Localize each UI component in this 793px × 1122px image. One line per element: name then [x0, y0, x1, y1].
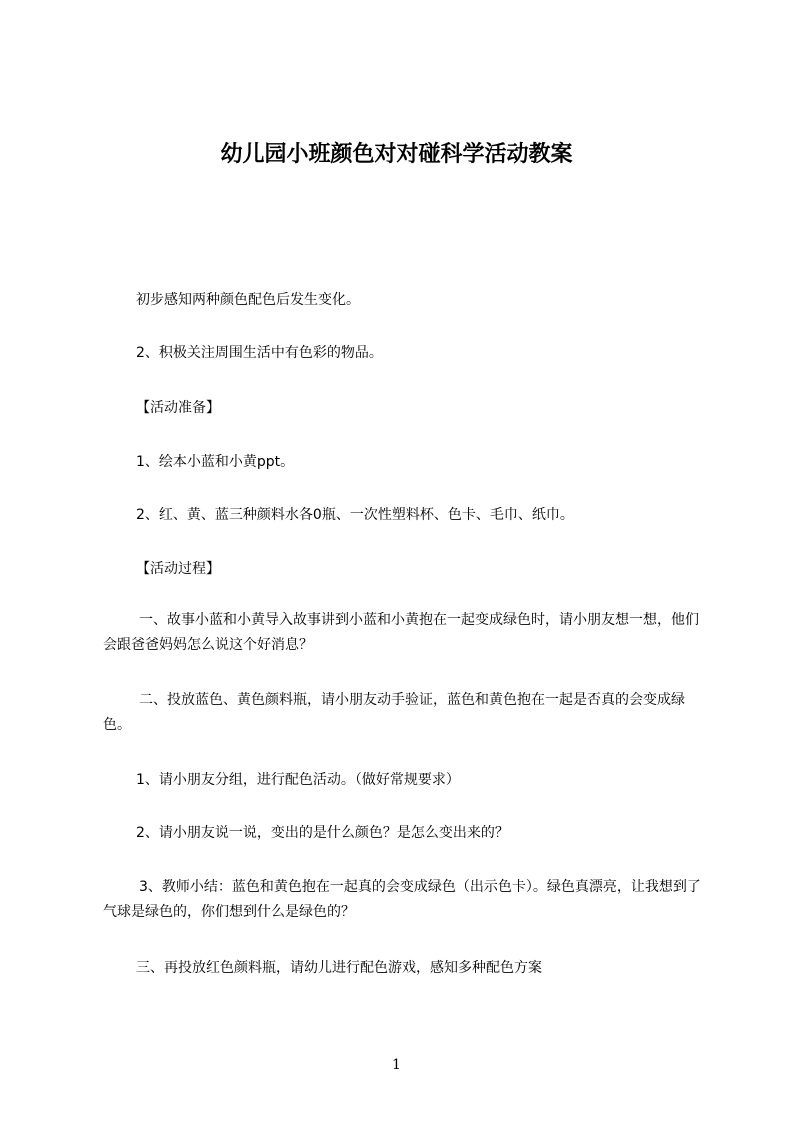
- paragraph-preparation-1: 1、绘本小蓝和小黄ppt。: [136, 454, 295, 470]
- section-heading-process: 【活动过程】: [136, 561, 220, 577]
- page-number: 1: [392, 1057, 401, 1073]
- document-title: 幼儿园小班颜色对对碰科学活动教案: [220, 142, 573, 167]
- paragraph-process-2-1: 1、请小朋友分组，进行配色活动。（做好常规要求）: [136, 772, 460, 788]
- paragraph-process-2-3: 3、教师小结：蓝色和黄色抱在一起真的会变成绿色（出示色卡）。绿色真漂亮，让我想到了气球是绿色的，你们想到什么是绿色的？: [103, 879, 701, 920]
- paragraph-process-2-2: 2、请小朋友说一说，变出的是什么颜色？是怎么变出来的？: [136, 825, 509, 841]
- paragraph-process-2: 二、投放蓝色、黄色颜料瓶，请小朋友动手验证，蓝色和黄色抱在一起是否真的会变成绿色。: [103, 692, 685, 733]
- paragraph-process-1: 一、故事小蓝和小黄导入故事讲到小蓝和小黄抱在一起变成绿色时，请小朋友想一想，他们会跟爸爸妈妈怎么说这个好消息？: [103, 612, 699, 653]
- paragraph-objective-2: 2、积极关注周围生活中有色彩的物品。: [136, 345, 383, 361]
- section-heading-preparation: 【活动准备】: [136, 400, 220, 416]
- paragraph-process-3: 三、再投放红色颜料瓶，请幼儿进行配色游戏，感知多种配色方案: [136, 960, 542, 976]
- paragraph-preparation-2: 2、红、黄、蓝三种颜料水各0瓶、一次性塑料杯、色卡、毛巾、纸巾。: [136, 507, 574, 523]
- paragraph-objective-1: 初步感知两种颜色配色后发生变化。: [136, 292, 360, 308]
